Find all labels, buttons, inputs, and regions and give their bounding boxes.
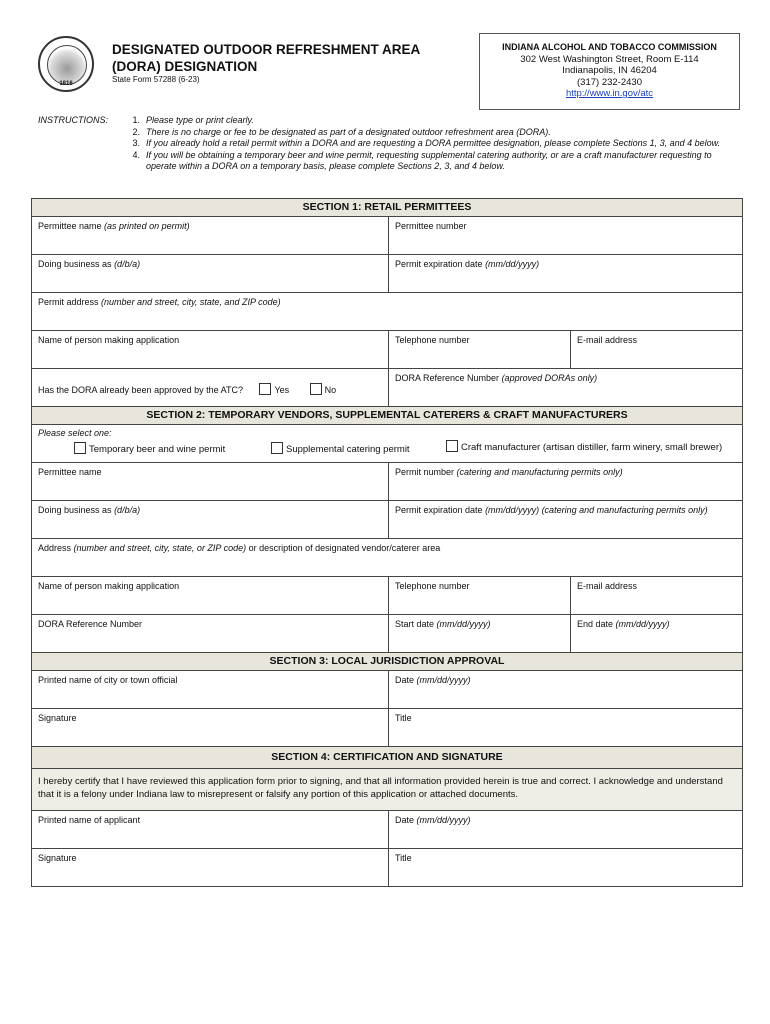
s2-address-field[interactable]: Address (number and street, city, state, or ZIP code) or description of designated vendor/caterer area [38, 543, 441, 553]
s3-title-field[interactable]: Title [388, 709, 742, 746]
s2-row-permittee [32, 463, 742, 501]
s4-applicant-name-field[interactable]: Printed name of applicant [38, 815, 141, 825]
section-4-header: SECTION 4: CERTIFICATION AND SIGNATURE [32, 747, 742, 769]
s4-row-signature [32, 849, 742, 886]
s3-row-official [32, 671, 742, 709]
agency-website-link[interactable]: http://www.in.gov/atc [565, 88, 654, 99]
s4-signature-field[interactable]: Signature [38, 853, 77, 863]
s2-option-catering-permit[interactable]: Supplemental catering permit [271, 442, 410, 455]
s1-phone-field[interactable]: Telephone number [388, 331, 570, 368]
s1-row-address [32, 293, 742, 331]
s2-row-dates [32, 615, 742, 653]
s2-end-date-field[interactable]: End date (mm/dd/yyyy) [570, 615, 742, 652]
instructions-list [118, 115, 738, 173]
s1-dba-field[interactable]: Doing business as (d/b/a) [38, 259, 141, 269]
agency-street: 302 West Washington Street, Room E-114 [520, 53, 699, 65]
s2-applicant-field[interactable]: Name of person making application [38, 581, 180, 591]
seal-year: 1816 [59, 81, 73, 87]
seal-emblem-icon [47, 45, 87, 85]
s4-certification-text: I hereby certify that I have reviewed this application form prior to signing, and that all information provided herein is true and correct. I acknowledge and understand that it is a felony under Indiana law to misrepresent or falsify any portion of this application or attached documents. [32, 769, 742, 811]
s1-address-field[interactable]: Permit address (number and street, city, state, and ZIP code) [38, 297, 281, 307]
s3-official-name-field[interactable]: Printed name of city or town official [38, 675, 178, 685]
s2-email-field[interactable]: E-mail address [570, 577, 742, 614]
agency-address-box [479, 33, 740, 110]
instructions-label: INSTRUCTIONS: [38, 115, 109, 125]
instruction-item: 1. Please type or print clearly. [132, 115, 254, 125]
s1-row-dba [32, 255, 742, 293]
section-2-header: SECTION 2: TEMPORARY VENDORS, SUPPLEMENTAL CATERERS & CRAFT MANUFACTURERS [32, 407, 742, 425]
s1-row-contact [32, 331, 742, 369]
s1-applicant-field[interactable]: Name of person making application [38, 335, 180, 345]
s2-option-temporary-permit[interactable]: Temporary beer and wine permit [74, 442, 225, 455]
agency-name: INDIANA ALCOHOL AND TOBACCO COMMISSION [502, 42, 717, 52]
s4-row-applicant [32, 811, 742, 849]
s1-permittee-name-field[interactable]: Permittee name (as printed on permit) [38, 221, 190, 231]
section-1-header: SECTION 1: RETAIL PERMITTEES [32, 199, 742, 217]
s3-signature-field[interactable]: Signature [38, 713, 77, 723]
s2-expiration-field[interactable]: Permit expiration date (mm/dd/yyyy) (catering and manufacturing permits only) [388, 501, 742, 538]
s1-row-permittee [32, 217, 742, 255]
s3-row-signature [32, 709, 742, 747]
s4-title-field[interactable]: Title [388, 849, 742, 886]
s1-no-checkbox[interactable]: No [310, 385, 337, 395]
agency-phone: (317) 232-2430 [577, 76, 642, 88]
application-form [31, 198, 743, 887]
s3-date-field[interactable]: Date (mm/dd/yyyy) [388, 671, 742, 708]
state-seal [38, 36, 94, 92]
s1-email-field[interactable]: E-mail address [570, 331, 742, 368]
s2-option-craft-manufacturer[interactable]: Craft manufacturer (artisan distiller, farm winery, small brewer) [446, 440, 722, 453]
s1-yes-checkbox[interactable]: Yes [259, 385, 289, 395]
s1-approved-question: Has the DORA already been approved by the ATC? Yes No [38, 385, 337, 395]
s2-permit-number-field[interactable]: Permit number (catering and manufacturing permits only) [388, 463, 742, 500]
s2-select-label: Please select one: [38, 428, 112, 438]
agency-city: Indianapolis, IN 46204 [562, 65, 657, 76]
s2-row-address [32, 539, 742, 577]
s2-permittee-name-field[interactable]: Permittee name [38, 467, 102, 477]
s4-date-field[interactable]: Date (mm/dd/yyyy) [388, 811, 742, 848]
s2-dba-field[interactable]: Doing business as (d/b/a) [38, 505, 141, 515]
instruction-item: 2. There is no charge or fee to be designated as part of a designated outdoor refreshment area (DORA). [132, 126, 551, 137]
s2-phone-field[interactable]: Telephone number [388, 577, 570, 614]
s2-row-contact [32, 577, 742, 615]
form-title: DESIGNATED OUTDOOR REFRESHMENT AREA (DORA) DESIGNATION [112, 42, 420, 74]
s1-permittee-number-field[interactable]: Permittee number [388, 217, 742, 254]
s2-row-select [32, 425, 742, 463]
section-3-header: SECTION 3: LOCAL JURISDICTION APPROVAL [32, 653, 742, 671]
s2-row-dba [32, 501, 742, 539]
s1-dora-ref-field[interactable]: DORA Reference Number (approved DORAs only) [388, 369, 742, 406]
instruction-item: 4. If you will be obtaining a temporary beer and wine permit, requesting supplemental catering authority, or are a craft manufacturer requesting to operate within a DORA on a temporary basis, please complete Sections 2, 3, and 4 below. [132, 149, 712, 171]
instruction-item: 3. If you already hold a retail permit within a DORA and are requesting a DORA permittee designation, please complete Sections 1, 3, and 4 below. [132, 138, 721, 148]
s1-expiration-field[interactable]: Permit expiration date (mm/dd/yyyy) [388, 255, 742, 292]
form-id: State Form 57288 (6-23) [112, 75, 200, 84]
s2-dora-ref-field[interactable]: DORA Reference Number [38, 619, 143, 629]
s2-start-date-field[interactable]: Start date (mm/dd/yyyy) [388, 615, 570, 652]
s1-row-approval [32, 369, 742, 407]
